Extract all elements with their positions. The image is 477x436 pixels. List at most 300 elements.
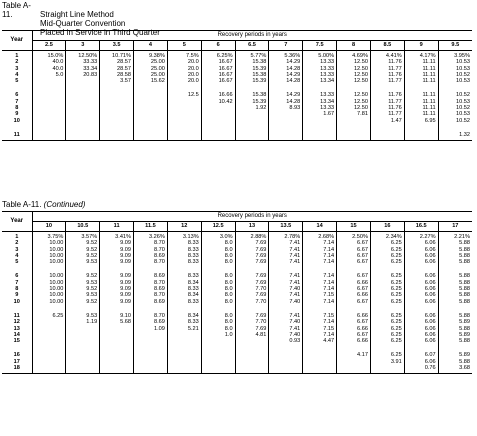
rate-cell: 8.33: [167, 299, 201, 305]
rate-cell: 3.41%: [100, 232, 134, 241]
rate-cell: 5.88: [459, 273, 470, 280]
rate-cell: 6.25: [370, 273, 404, 279]
rate-cell: 12.50: [337, 99, 371, 105]
rate-cell: 7.69: [235, 247, 269, 253]
rate-cell: 3.57: [100, 78, 134, 84]
rate-cell: [370, 365, 404, 374]
spacer-cell: [32, 305, 66, 313]
rate-cell: 6.67: [337, 273, 371, 279]
rate-cell: 6.25: [370, 253, 404, 259]
year-cell: 18: [2, 365, 32, 374]
spacer-cell: [100, 265, 134, 273]
rate-cell: 6.06: [404, 240, 438, 246]
rate-cell: 10.00: [32, 259, 66, 265]
spacer-cell: [303, 84, 337, 92]
spacer-cell: [100, 344, 134, 352]
rate-cell: 10.53: [456, 78, 470, 85]
rate-cell: 6.25: [370, 326, 404, 332]
column-header: 16: [370, 222, 404, 232]
rate-cell: 1.92: [235, 105, 269, 111]
rate-cell: 7.69: [235, 313, 269, 319]
rate-cell: 10.53: [456, 111, 470, 118]
rate-cell: 9.53: [66, 292, 100, 298]
year-cell: 2: [2, 240, 32, 246]
rate-cell: 9.53: [66, 259, 100, 265]
rate-cell: [337, 365, 371, 374]
spacer-cell: [404, 124, 438, 132]
rate-cell: 11.11: [404, 66, 438, 72]
rate-cell: 9.53: [66, 280, 100, 286]
rate-cell: 1.0: [201, 332, 235, 338]
spacer-cell: [269, 124, 303, 132]
rate-cell: 7.70: [235, 286, 269, 292]
spacer-cell: [404, 84, 438, 92]
rate-cell: 7.14: [303, 253, 337, 259]
rate-cell: 6.66: [337, 326, 371, 332]
rate-cell: 9.09: [100, 299, 134, 305]
year-cell: 7: [2, 280, 32, 286]
rate-cell: 8.70: [134, 240, 168, 246]
spacer-cell: [303, 344, 337, 352]
rate-cell: 7.41: [269, 240, 303, 246]
column-header: 7.5: [303, 41, 337, 51]
year-cell: 3: [2, 66, 32, 72]
spacer-cell: [370, 84, 404, 92]
rate-cell: 8.34: [167, 280, 201, 286]
rate-cell: 5.88: [459, 312, 470, 319]
rate-cell: 6.06: [404, 247, 438, 253]
rate-cell: 8.0: [201, 326, 235, 332]
table1-label: Table A-11.: [2, 1, 31, 19]
rate-cell: 7.15: [303, 292, 337, 298]
spacer-cell: [66, 265, 100, 273]
rate-cell: 7.40: [269, 286, 303, 292]
spacer-cell: [32, 84, 66, 92]
rate-cell: 6.67: [337, 253, 371, 259]
rate-cell: 3.26%: [134, 232, 168, 241]
spacer-cell: [66, 344, 100, 352]
year-cell: 5: [2, 78, 32, 84]
rate-cell: 13.33: [303, 66, 337, 72]
rate-cell: 8.0: [201, 273, 235, 279]
year-cell: 2: [2, 59, 32, 65]
depreciation-table-2: [2, 211, 472, 374]
rate-cell: 2.78%: [269, 232, 303, 241]
table-row: [2, 232, 472, 241]
column-header: 13.5: [269, 222, 303, 232]
rate-cell: 10.52: [456, 117, 470, 124]
rate-cell: 7.69: [235, 326, 269, 332]
rate-cell: 6.25: [370, 280, 404, 286]
rate-cell: 6.25: [370, 313, 404, 319]
rate-cell: 1.09: [134, 326, 168, 332]
table-row: [2, 51, 472, 60]
rate-cell: 6.25%: [201, 51, 235, 60]
rate-cell: 7.14: [303, 299, 337, 305]
rate-cell: 11.11: [404, 92, 438, 98]
rate-cell: 13.33: [303, 92, 337, 98]
rate-cell: 6.06: [404, 338, 438, 344]
rate-cell: 10.71%: [100, 51, 134, 60]
year-cell: 4: [2, 72, 32, 78]
rate-cell: 6.25: [370, 259, 404, 265]
rate-cell: 8.0: [201, 286, 235, 292]
spacer-cell: [404, 344, 438, 352]
year-cell: 9: [2, 111, 32, 117]
rate-cell: 10.52: [456, 92, 470, 99]
rate-cell: 0.93: [269, 338, 303, 344]
year-cell: 14: [2, 332, 32, 338]
rate-cell: 7.40: [269, 332, 303, 338]
rate-cell: 10.53: [456, 98, 470, 105]
spacer-cell: [303, 265, 337, 273]
rate-cell: 8.33: [167, 247, 201, 253]
rate-cell: 10.42: [201, 99, 235, 105]
rate-cell: 6.07: [404, 352, 438, 358]
rate-cell: [134, 132, 168, 141]
rate-cell: [66, 365, 100, 374]
rate-cell: 7.15: [303, 326, 337, 332]
rate-cell: 11.11: [404, 105, 438, 111]
rate-cell: 6.06: [404, 299, 438, 305]
rate-cell: 7.40: [269, 319, 303, 325]
rate-cell: 8.0: [201, 280, 235, 286]
rate-cell: 11.11: [404, 78, 438, 84]
year-cell: 13: [2, 326, 32, 332]
rate-cell: 15.38: [235, 92, 269, 98]
spacer-cell: [2, 265, 32, 273]
rate-cell: [269, 365, 303, 374]
spacer-cell: [100, 305, 134, 313]
rate-cell: 12.50: [337, 78, 371, 84]
rate-cell: 1.47: [370, 118, 404, 124]
rate-cell: 6.95: [404, 118, 438, 124]
year-cell: 10: [2, 299, 32, 305]
rate-cell: 9.09: [100, 286, 134, 292]
rate-cell: [167, 132, 201, 141]
rate-cell: 7.14: [303, 319, 337, 325]
spacer-row: [2, 344, 472, 352]
spacer-cell: [269, 305, 303, 313]
rate-cell: 3.75%: [32, 232, 66, 241]
rate-cell: 8.33: [167, 319, 201, 325]
table1-subtitle-1: Mid-Quarter Convention: [40, 19, 126, 28]
year-cell: 9: [2, 292, 32, 298]
rate-cell: 25.00: [134, 72, 168, 78]
rate-cell: 8.70: [134, 292, 168, 298]
rate-cell: 6.06: [404, 259, 438, 265]
rate-cell: 7.14: [303, 332, 337, 338]
rate-cell: 11.11: [404, 111, 438, 117]
spacer-row: [2, 305, 472, 313]
rate-cell: 11.77: [370, 66, 404, 72]
rate-cell: 7.14: [303, 259, 337, 265]
rate-cell: 6.25: [370, 240, 404, 246]
rate-cell: 7.41: [269, 253, 303, 259]
rate-cell: 5.21: [167, 326, 201, 332]
rate-cell: 7.41: [269, 326, 303, 332]
table-row: [2, 132, 472, 141]
year-cell: 15: [2, 338, 32, 344]
year-cell: 3: [2, 247, 32, 253]
rate-cell: 7.15: [303, 313, 337, 319]
rate-cell: 6.25: [370, 286, 404, 292]
rate-cell: 6.67: [337, 286, 371, 292]
year-cell: 12: [2, 319, 32, 325]
spacer-cell: [438, 124, 472, 132]
rate-cell: 28.57: [100, 66, 134, 72]
rate-cell: 12.5: [167, 92, 201, 98]
spacer-cell: [438, 344, 472, 352]
rate-cell: 8.0: [201, 259, 235, 265]
year-cell: 11: [2, 313, 32, 319]
column-header: 13: [235, 222, 269, 232]
rate-cell: 8.0: [201, 240, 235, 246]
spacer-cell: [404, 265, 438, 273]
rate-cell: [235, 365, 269, 374]
rate-cell: 8.70: [134, 313, 168, 319]
rate-cell: 10.00: [32, 247, 66, 253]
rate-cell: 5.88: [459, 279, 470, 286]
rate-cell: 15.39: [235, 66, 269, 72]
spacer-cell: [32, 344, 66, 352]
rate-cell: 7.69: [235, 292, 269, 298]
year-cell: 1: [2, 232, 32, 241]
spacer-cell: [269, 84, 303, 92]
rate-cell: 7.69: [235, 240, 269, 246]
rate-cell: 10.52: [456, 71, 470, 78]
rate-cell: 11.77: [370, 78, 404, 84]
spacer-cell: [235, 84, 269, 92]
rate-cell: 11.77: [370, 111, 404, 117]
rate-cell: 10.00: [32, 286, 66, 292]
rate-cell: 5.88: [459, 325, 470, 332]
rate-cell: 3.0%: [201, 232, 235, 241]
rate-cell: 8.33: [167, 253, 201, 259]
rate-cell: 20.0: [167, 78, 201, 84]
column-header: 17: [438, 222, 472, 232]
rate-cell: 14.29: [269, 59, 303, 65]
rate-cell: 9.52: [66, 273, 100, 279]
rate-cell: 12.50: [337, 92, 371, 98]
rate-cell: 6.67: [337, 247, 371, 253]
spacer-cell: [167, 344, 201, 352]
rate-cell: 6.25: [370, 332, 404, 338]
rate-cell: 6.67: [337, 259, 371, 265]
spacer-cell: [201, 84, 235, 92]
rate-cell: 8.34: [167, 292, 201, 298]
rate-cell: 5.88: [459, 259, 470, 266]
rate-cell: 2.27%: [404, 232, 438, 241]
column-header: 8: [337, 41, 371, 51]
rate-cell: 7.70: [235, 299, 269, 305]
year-cell: 8: [2, 286, 32, 292]
rate-cell: 6.25: [370, 319, 404, 325]
year-cell: 6: [2, 92, 32, 98]
column-header: 7: [269, 41, 303, 51]
rate-cell: 8.33: [167, 259, 201, 265]
rate-cell: 6.06: [404, 313, 438, 319]
rate-cell: 25.00: [134, 59, 168, 65]
rate-cell: 11.11: [404, 72, 438, 78]
rate-cell: 6.25: [32, 313, 66, 319]
column-header: 10: [32, 222, 66, 232]
rate-cell: 6.25: [370, 338, 404, 344]
year-header: Year: [2, 212, 32, 232]
rate-cell: 9.09: [100, 273, 134, 279]
rate-cell: 2.68%: [303, 232, 337, 241]
rate-cell: 8.0: [201, 313, 235, 319]
spacer-cell: [134, 344, 168, 352]
rate-cell: 7.14: [303, 280, 337, 286]
rate-cell: 1.19: [66, 319, 100, 325]
spacer-cell: [201, 124, 235, 132]
rate-cell: 9.52: [66, 299, 100, 305]
year-cell: 11: [2, 132, 32, 141]
rate-cell: 10.00: [32, 253, 66, 259]
spacer-cell: [337, 344, 371, 352]
rate-cell: 28.58: [100, 72, 134, 78]
rate-cell: 8.0: [201, 292, 235, 298]
spacer-cell: [2, 124, 32, 132]
table1-subtitle-2: Placed in Service in Third Quarter: [40, 28, 160, 37]
rate-cell: 25.00: [134, 66, 168, 72]
rate-cell: 9.53: [66, 313, 100, 319]
rate-cell: 4.17%: [404, 51, 438, 60]
rate-cell: 0.76: [404, 365, 438, 374]
rate-cell: 7.41: [269, 313, 303, 319]
rate-cell: 20.83: [66, 72, 100, 78]
rate-cell: 6.25: [370, 299, 404, 305]
table2-continued: (Continued): [43, 200, 86, 209]
rate-cell: 10.00: [32, 273, 66, 279]
spacer-cell: [2, 344, 32, 352]
spacer-cell: [269, 265, 303, 273]
rate-cell: 33.34: [66, 66, 100, 72]
spacer-cell: [370, 265, 404, 273]
rate-cell: [100, 365, 134, 374]
year-cell: 6: [2, 273, 32, 279]
spacer-cell: [2, 305, 32, 313]
rate-cell: 7.69: [235, 273, 269, 279]
rate-cell: 2.21%: [454, 234, 470, 240]
rate-cell: 14.28: [269, 66, 303, 72]
rate-cell: 5.00%: [303, 51, 337, 60]
rate-cell: 8.69: [134, 253, 168, 259]
rate-cell: 7.41: [269, 273, 303, 279]
rate-cell: 7.5%: [167, 51, 201, 60]
rate-cell: 40.0: [32, 66, 66, 72]
spacer-cell: [134, 305, 168, 313]
spacer-cell: [235, 344, 269, 352]
rate-cell: 28.57: [100, 59, 134, 65]
rate-cell: 10.53: [456, 65, 470, 72]
rate-cell: 7.14: [303, 240, 337, 246]
column-header: 6.5: [235, 41, 269, 51]
rate-cell: 11.76: [370, 72, 404, 78]
rate-cell: 6.06: [404, 253, 438, 259]
year-cell: 8: [2, 105, 32, 111]
year-cell: 10: [2, 118, 32, 124]
table-row: [2, 365, 472, 374]
rate-cell: 6.06: [404, 292, 438, 298]
column-header: 3: [66, 41, 100, 51]
rate-cell: 4.81: [235, 332, 269, 338]
rate-cell: 8.69: [134, 299, 168, 305]
spacer-cell: [337, 305, 371, 313]
table2-title: [2, 200, 85, 209]
rate-cell: 5.88: [459, 292, 470, 299]
rate-cell: 20.0: [167, 66, 201, 72]
rate-cell: 10.53: [456, 59, 470, 66]
rate-cell: [303, 365, 337, 374]
spacer-cell: [167, 124, 201, 132]
recovery-periods-header: Recovery periods in years: [32, 31, 472, 41]
rate-cell: 7.69: [235, 280, 269, 286]
rate-cell: 11.11: [404, 99, 438, 105]
rate-cell: [66, 132, 100, 141]
rate-cell: 6.06: [404, 273, 438, 279]
table1-title: Straight Line Method: [40, 10, 114, 19]
column-header: 11.5: [134, 222, 168, 232]
rate-cell: 6.66: [337, 292, 371, 298]
rate-cell: 6.25: [370, 247, 404, 253]
rate-cell: 14.28: [269, 78, 303, 84]
spacer-cell: [438, 84, 472, 92]
rate-cell: 14.29: [269, 92, 303, 98]
spacer-cell: [134, 124, 168, 132]
spacer-cell: [134, 84, 168, 92]
rate-cell: [303, 132, 337, 141]
column-header: 10.5: [66, 222, 100, 232]
rate-cell: 5.88: [459, 358, 470, 365]
rate-cell: 6.06: [404, 286, 438, 292]
column-header: 9.5: [438, 41, 472, 51]
rate-cell: 4.47: [303, 338, 337, 344]
rate-cell: 33.33: [66, 59, 100, 65]
rate-cell: 2.88%: [235, 232, 269, 241]
rate-cell: 16.67: [201, 66, 235, 72]
rate-cell: 15.38: [235, 72, 269, 78]
rate-cell: 9.38%: [134, 51, 168, 60]
rate-cell: 20.0: [167, 59, 201, 65]
rate-cell: 13.33: [303, 105, 337, 111]
rate-cell: 40.0: [32, 59, 66, 65]
spacer-cell: [235, 124, 269, 132]
rate-cell: 6.67: [337, 240, 371, 246]
spacer-cell: [269, 344, 303, 352]
rate-cell: 14.28: [269, 99, 303, 105]
rate-cell: 8.70: [134, 259, 168, 265]
rate-cell: [32, 365, 66, 374]
rate-cell: 9.10: [100, 313, 134, 319]
spacer-cell: [66, 84, 100, 92]
rate-cell: 9.09: [100, 259, 134, 265]
rate-cell: 3.57%: [66, 232, 100, 241]
rate-cell: 8.33: [167, 273, 201, 279]
column-header: 14: [303, 222, 337, 232]
column-header: 9: [404, 41, 438, 51]
rate-cell: 6.06: [404, 319, 438, 325]
rate-cell: 8.70: [134, 247, 168, 253]
spacer-cell: [370, 344, 404, 352]
rate-cell: [235, 132, 269, 141]
rate-cell: 14.29: [269, 72, 303, 78]
rate-cell: 8.70: [134, 280, 168, 286]
column-header: 12: [167, 222, 201, 232]
rate-cell: 10.52: [456, 105, 470, 112]
year-cell: 5: [2, 259, 32, 265]
